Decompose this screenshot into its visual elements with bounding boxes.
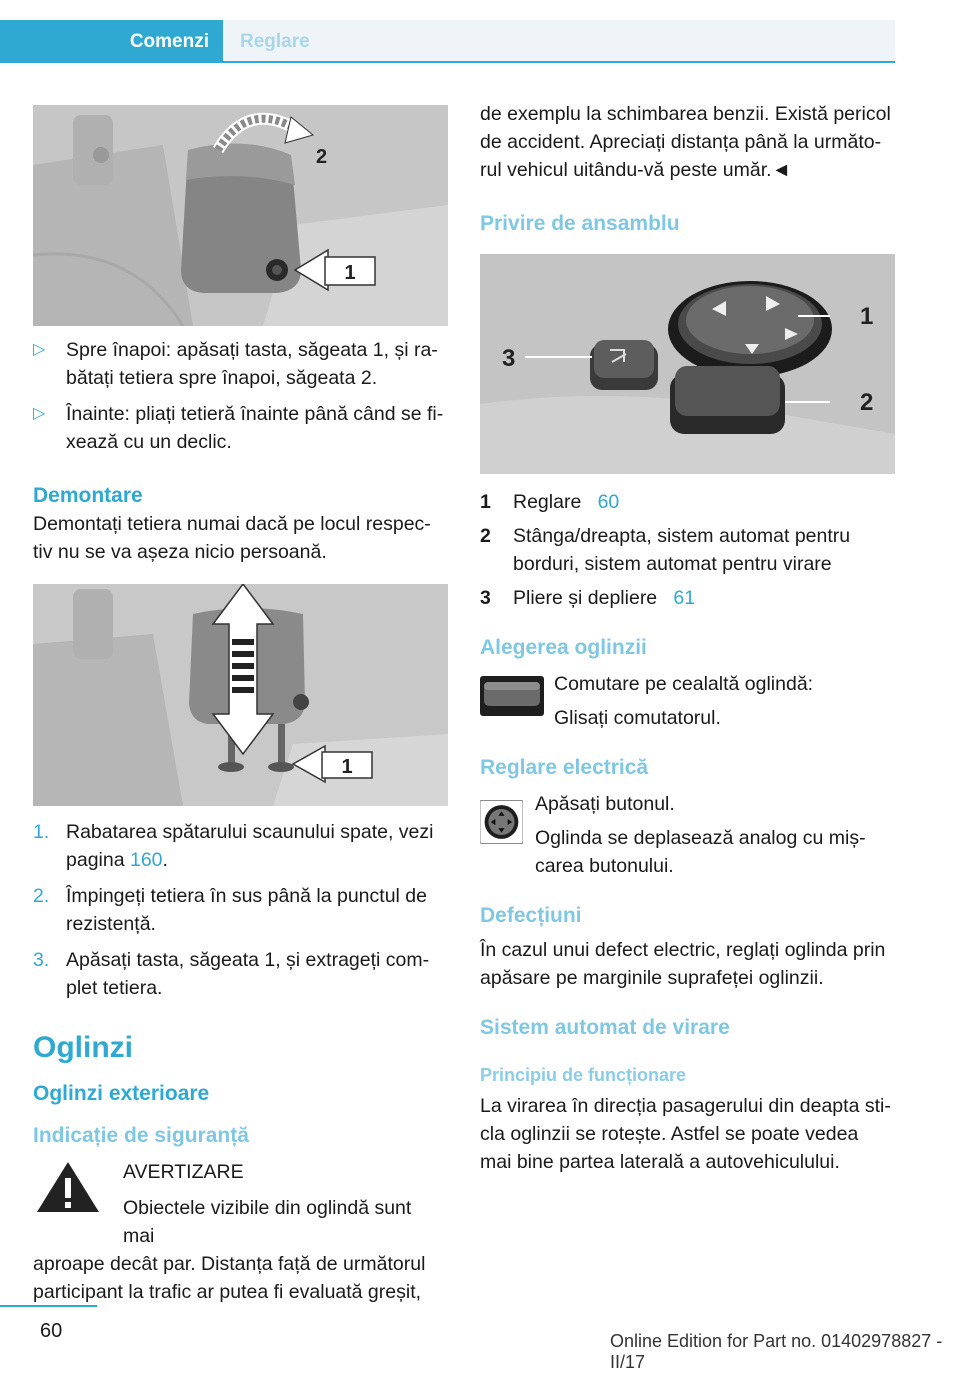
reglare-line-1: Apăsați butonul. [534, 793, 675, 815]
continued-warning-text: de exemplu la schimbarea benzii. Există pericol de accident. Apreciați distanța până la următo‐rul vehicul uitându-vă peste umăr.◄ [480, 103, 891, 181]
mirror-controls-figure [480, 254, 895, 474]
mirror-joystick-icon [480, 794, 523, 850]
headrest-fold-figure [33, 105, 448, 326]
page-header [0, 0, 960, 62]
header-tab-reglare[interactable]: Reglare [240, 31, 310, 52]
reglare-line-2: Oglinda se deplasează analog cu miș‐carea butonului. [534, 827, 866, 877]
list-item: 1. Rabatarea spătarului scaunului spate, vezi pagina 160. [33, 821, 434, 871]
page-link-160[interactable]: 160 [129, 849, 163, 871]
list-item: 1 Reglare 60 [480, 491, 620, 513]
alegerea-line-2: Glisați comutatorul. [554, 707, 721, 729]
fig3-callout-2: 2 [860, 389, 874, 416]
triangle-right-icon: ▷ [33, 341, 46, 358]
demontare-text: Demontați tetiera numai dacă pe locul respec‐tiv nu se va așeza nicio persoană. [33, 513, 431, 563]
oglinzi-heading: Oglinzi [33, 1031, 133, 1064]
right-column [480, 100, 895, 1176]
page-link-60[interactable]: 60 [597, 491, 620, 513]
defectiuni-heading: Defecțiuni [480, 904, 582, 927]
alegerea-block [480, 670, 895, 732]
fig1-callout-2: 2 [316, 146, 328, 168]
principiu-text: La virarea în direcția pasagerului din deapta sti‐cla oglinzii se rotește. Astfel se poate vedea mai bine partea laterală a autovehiculului. [480, 1095, 891, 1173]
figure-legend [480, 488, 895, 612]
list-item: 3. Apăsați tasta, săgeata 1, și extrageți com‐plet tetiera. [33, 949, 430, 999]
principiu-heading: Principiu de funcționare [480, 1065, 687, 1085]
page-number: 60 [40, 1320, 63, 1342]
virare-heading: Sistem automat de virare [480, 1016, 730, 1039]
alegerea-heading: Alegerea oglinzii [480, 636, 647, 659]
fig3-callout-1: 1 [860, 303, 874, 330]
warning-text-2: aproape decât par. Distanța față de următorul participant la trafic ar putea fi evaluată greșit, [33, 1253, 426, 1303]
edition-text: Online Edition for Part no. 01402978827 - II/17 [610, 1331, 943, 1372]
headrest-removal-figure [33, 584, 448, 806]
removal-steps [33, 818, 448, 1002]
list-item: 2. Împingeți tetiera în sus până la punctul de rezistență. [33, 885, 427, 935]
alegerea-line-1: Comutare pe cealaltă oglindă: [554, 673, 814, 695]
indicatie-heading: Indicație de siguranță [33, 1124, 249, 1147]
reglare-electrica-heading: Reglare electrică [480, 756, 649, 779]
list-item: ▷ Spre înapoi: apăsați tasta, săgeata 1, și ra‐bătați tetiera spre înapoi, săgeata 2. [33, 336, 448, 392]
triangle-right-icon: ▷ [33, 405, 46, 422]
fig3-callout-3: 3 [502, 345, 516, 372]
defectiuni-text: În cazul unui defect electric, reglați oglinda prin apăsare pe marginile suprafeței oglinzii. [480, 939, 886, 989]
fig1-callout-1: 1 [344, 262, 356, 284]
fig2-callout-1: 1 [341, 756, 353, 778]
left-column [33, 105, 448, 1306]
warning-title: AVERTIZARE [122, 1161, 244, 1183]
reglare-block [480, 790, 895, 880]
warning-block [33, 1156, 448, 1250]
list-item: ▷ Înainte: pliați tetieră înainte până când se fi‐xează cu un declic. [33, 400, 448, 456]
mirror-switch-icon [480, 676, 544, 716]
footer-rule [0, 1305, 97, 1307]
header-tab-comenzi[interactable]: Comenzi [0, 20, 223, 62]
warning-text-1: Obiectele vizibile din oglindă sunt mai [122, 1197, 412, 1247]
warning-triangle-icon [33, 1156, 103, 1216]
page-link-61[interactable]: 61 [673, 587, 696, 609]
exterioare-heading: Oglinzi exterioare [33, 1082, 210, 1105]
list-item: 3 Pliere și depliere 61 [480, 587, 696, 609]
list-item: 2 Stânga/dreapta, sistem automat pentru borduri, sistem automat pentru virare [480, 525, 851, 575]
headrest-bullets [33, 336, 448, 456]
header-rule [0, 61, 895, 63]
demontare-heading: Demontare [33, 484, 143, 507]
ansamblu-heading: Privire de ansamblu [480, 212, 680, 235]
